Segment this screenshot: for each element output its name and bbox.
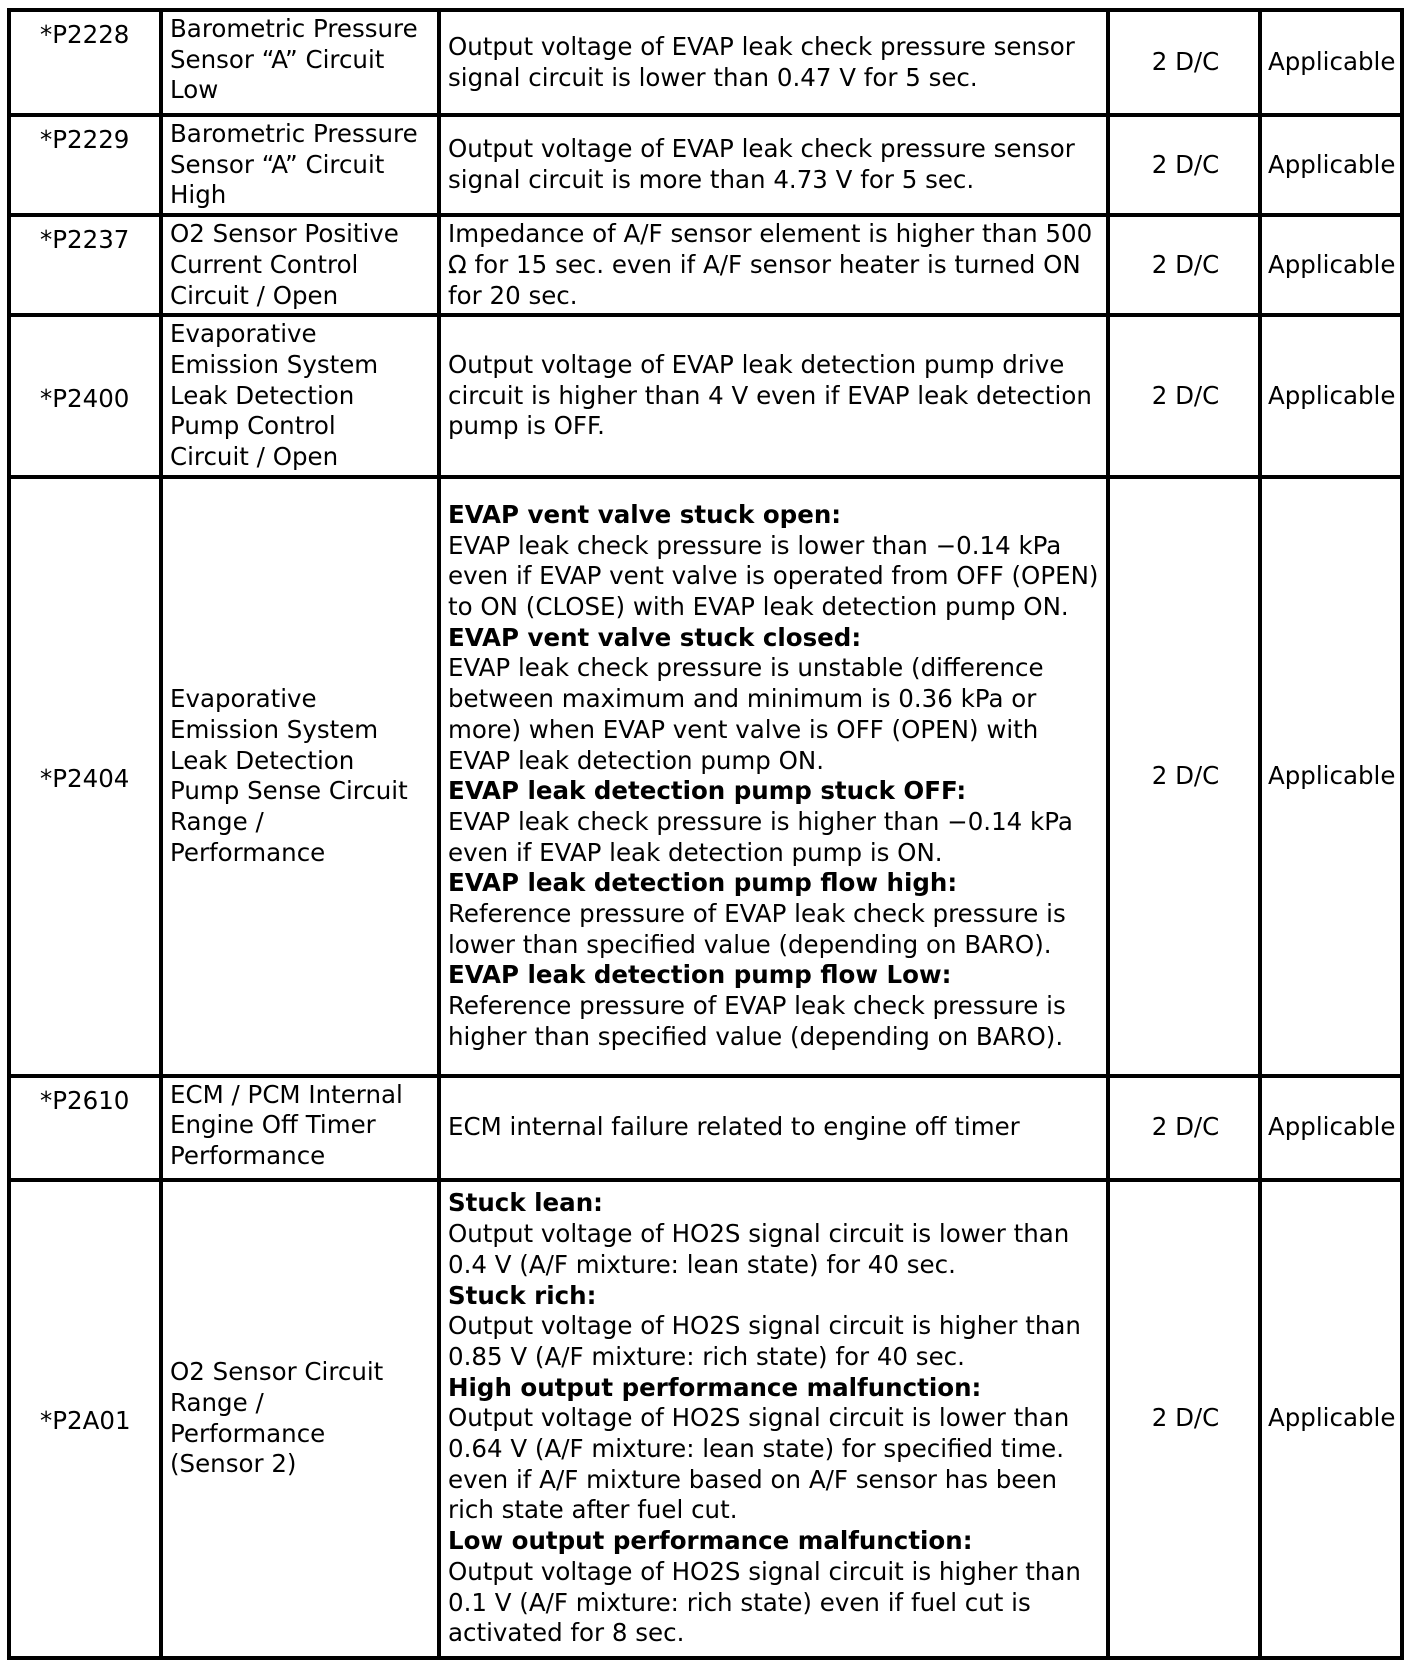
detection-item-line: Sensor “A” Circuit <box>170 44 385 74</box>
detection-logic: 2 D/C <box>1151 1403 1220 1433</box>
condition-heading: EVAP leak detection pump stuck OFF: <box>448 776 967 806</box>
detection-item-line: Barometric Pressure <box>170 14 418 43</box>
detection-item-cell <box>161 1076 439 1180</box>
dtc-code-cell <box>9 215 161 315</box>
detection-item-line: Engine Off Timer <box>170 1110 376 1140</box>
dtc-table <box>7 8 1404 1660</box>
mil-cell <box>1260 215 1402 315</box>
detection-item-cell <box>161 1180 439 1658</box>
condition-heading: Stuck rich: <box>448 1280 597 1310</box>
table-row <box>9 10 1402 115</box>
dtc-code-cell <box>9 477 161 1076</box>
detection-item-line: Emission System <box>170 349 379 379</box>
detection-logic: 2 D/C <box>1151 1112 1220 1142</box>
condition-cell <box>439 1180 1108 1658</box>
detection-item-line: Performance <box>170 1141 326 1171</box>
dtc-code-cell <box>9 315 161 477</box>
condition-heading: EVAP vent valve stuck closed: <box>448 622 862 652</box>
dtc-code-cell <box>9 1180 161 1658</box>
detection-item-line: Evaporative <box>170 684 317 714</box>
detection-logic-cell <box>1108 1180 1260 1658</box>
condition-text: Output voltage of HO2S signal circuit is higher than 0.85 V (A/F mixture: rich state) for 40 sec. <box>448 1311 1081 1371</box>
mil-status: Applicable <box>1268 149 1396 179</box>
dtc-code-cell <box>9 10 161 115</box>
table-row <box>9 1180 1402 1658</box>
condition-text: Impedance of A/F sensor element is higher than 500 Ω for 15 sec. even if A/F sensor heater is turned ON for 20 sec. <box>448 219 1093 310</box>
detection-item-line: Pump Sense Circuit <box>170 776 408 806</box>
detection-item-line: Sensor “A” Circuit <box>170 149 385 179</box>
condition-heading: EVAP vent valve stuck open: <box>448 499 842 529</box>
table-row <box>9 315 1402 477</box>
detection-item-cell <box>161 10 439 115</box>
detection-item-line: Leak Detection <box>170 745 355 775</box>
condition-text: Output voltage of HO2S signal circuit is lower than 0.4 V (A/F mixture: lean state) for 40 sec. <box>448 1219 1070 1279</box>
condition-text: EVAP leak check pressure is lower than −0.14 kPa even if EVAP vent valve is operated from OFF (OPEN) to ON (CLOSE) with EVAP leak detection pump ON. <box>448 530 1099 622</box>
condition-text: Output voltage of EVAP leak check pressure sensor signal circuit is lower than 0.47 V for 5 sec. <box>448 31 1075 92</box>
mil-status: Applicable <box>1268 47 1396 77</box>
detection-item-line: Range / <box>170 1388 264 1418</box>
detection-item-line: Emission System <box>170 714 379 744</box>
table-row <box>9 115 1402 215</box>
detection-item-line: Current Control <box>170 249 359 279</box>
mil-cell <box>1260 1076 1402 1180</box>
condition-heading: EVAP leak detection pump flow high: <box>448 868 958 898</box>
detection-logic: 2 D/C <box>1151 149 1220 179</box>
detection-item-cell <box>161 115 439 215</box>
condition-text: Reference pressure of EVAP leak check pressure is higher than specified value (depending on BARO). <box>448 991 1066 1051</box>
condition-cell <box>439 315 1108 477</box>
detection-item-line: Low <box>170 75 219 105</box>
detection-logic-cell <box>1108 315 1260 477</box>
dtc-code: *P2404 <box>40 763 130 793</box>
detection-item-line: O2 Sensor Circuit <box>170 1357 384 1387</box>
condition-text: Output voltage of HO2S signal circuit is higher than 0.1 V (A/F mixture: rich state) even if fuel cut is activated for 8 sec. <box>448 1556 1081 1648</box>
detection-item-line: (Sensor 2) <box>170 1449 297 1479</box>
condition-cell <box>439 477 1108 1076</box>
detection-item-line: Barometric Pressure <box>170 119 418 148</box>
detection-item-line: High <box>170 180 227 210</box>
detection-item-line: Circuit / Open <box>170 442 339 472</box>
detection-item-line: O2 Sensor Positive <box>170 219 399 249</box>
mil-cell <box>1260 477 1402 1076</box>
dtc-table-body <box>9 10 1402 1658</box>
dtc-code: *P2A01 <box>40 1406 131 1436</box>
detection-item-line: Circuit / Open <box>170 280 339 310</box>
mil-status: Applicable <box>1268 380 1396 410</box>
dtc-code: *P2400 <box>40 383 130 413</box>
condition-heading: EVAP leak detection pump flow Low: <box>448 960 952 990</box>
condition-text: ECM internal failure related to engine off timer <box>448 1112 1020 1142</box>
detection-logic-cell <box>1108 115 1260 215</box>
mil-cell <box>1260 315 1402 477</box>
condition-cell <box>439 1076 1108 1180</box>
mil-cell <box>1260 115 1402 215</box>
dtc-code-cell <box>9 115 161 215</box>
detection-item-line: Performance <box>170 1418 326 1448</box>
detection-logic-cell <box>1108 1076 1260 1180</box>
detection-logic: 2 D/C <box>1151 380 1220 410</box>
mil-status: Applicable <box>1268 249 1396 279</box>
detection-logic: 2 D/C <box>1151 760 1220 790</box>
detection-item-line: ECM / PCM Internal <box>170 1079 403 1109</box>
dtc-code: *P2228 <box>40 20 130 49</box>
dtc-code: *P2610 <box>40 1085 130 1115</box>
detection-item-cell <box>161 315 439 477</box>
dtc-code: *P2229 <box>40 125 130 154</box>
detection-logic-cell <box>1108 477 1260 1076</box>
table-row <box>9 1076 1402 1180</box>
detection-item-cell <box>161 477 439 1076</box>
table-row <box>9 477 1402 1076</box>
mil-status: Applicable <box>1268 1112 1396 1142</box>
mil-status: Applicable <box>1268 760 1396 790</box>
condition-cell <box>439 115 1108 215</box>
detection-logic: 2 D/C <box>1151 249 1220 279</box>
detection-item-line: Performance <box>170 837 326 867</box>
table-row <box>9 215 1402 315</box>
condition-text: Output voltage of HO2S signal circuit is lower than 0.64 V (A/F mixture: lean state) for specified time. even if A/F mixture based on A/F sensor has been rich state after fuel cut. <box>448 1403 1070 1525</box>
dtc-code: *P2237 <box>40 225 130 255</box>
detection-item-line: Evaporative <box>170 319 317 349</box>
mil-cell <box>1260 1180 1402 1658</box>
dtc-code-cell <box>9 1076 161 1180</box>
detection-item-line: Leak Detection <box>170 380 355 410</box>
condition-cell <box>439 215 1108 315</box>
detection-logic: 2 D/C <box>1151 47 1220 77</box>
detection-item-cell <box>161 215 439 315</box>
condition-text: EVAP leak check pressure is higher than −0.14 kPa even if EVAP leak detection pump is ON. <box>448 806 1073 867</box>
condition-cell <box>439 10 1108 115</box>
mil-status: Applicable <box>1268 1403 1396 1433</box>
mil-cell <box>1260 10 1402 115</box>
detection-item-line: Range / <box>170 806 264 836</box>
condition-heading: Stuck lean: <box>448 1188 603 1218</box>
condition-heading: High output performance malfunction: <box>448 1372 982 1402</box>
detection-item-line: Pump Control <box>170 411 336 441</box>
condition-text: EVAP leak check pressure is unstable (difference between maximum and minimum is 0.36 kPa or more) when EVAP vent valve is OFF (OPEN) with EVAP leak detection pump ON. <box>448 653 1044 775</box>
condition-text: Output voltage of EVAP leak check pressure sensor signal circuit is more than 4.73 V for 5 sec. <box>448 134 1075 195</box>
condition-text: Reference pressure of EVAP leak check pressure is lower than specified value (depending on BARO). <box>448 899 1066 959</box>
detection-logic-cell <box>1108 10 1260 115</box>
condition-text: Output voltage of EVAP leak detection pump drive circuit is higher than 4 V even if EVAP leak detection pump is OFF. <box>448 349 1092 441</box>
condition-heading: Low output performance malfunction: <box>448 1526 973 1556</box>
detection-logic-cell <box>1108 215 1260 315</box>
